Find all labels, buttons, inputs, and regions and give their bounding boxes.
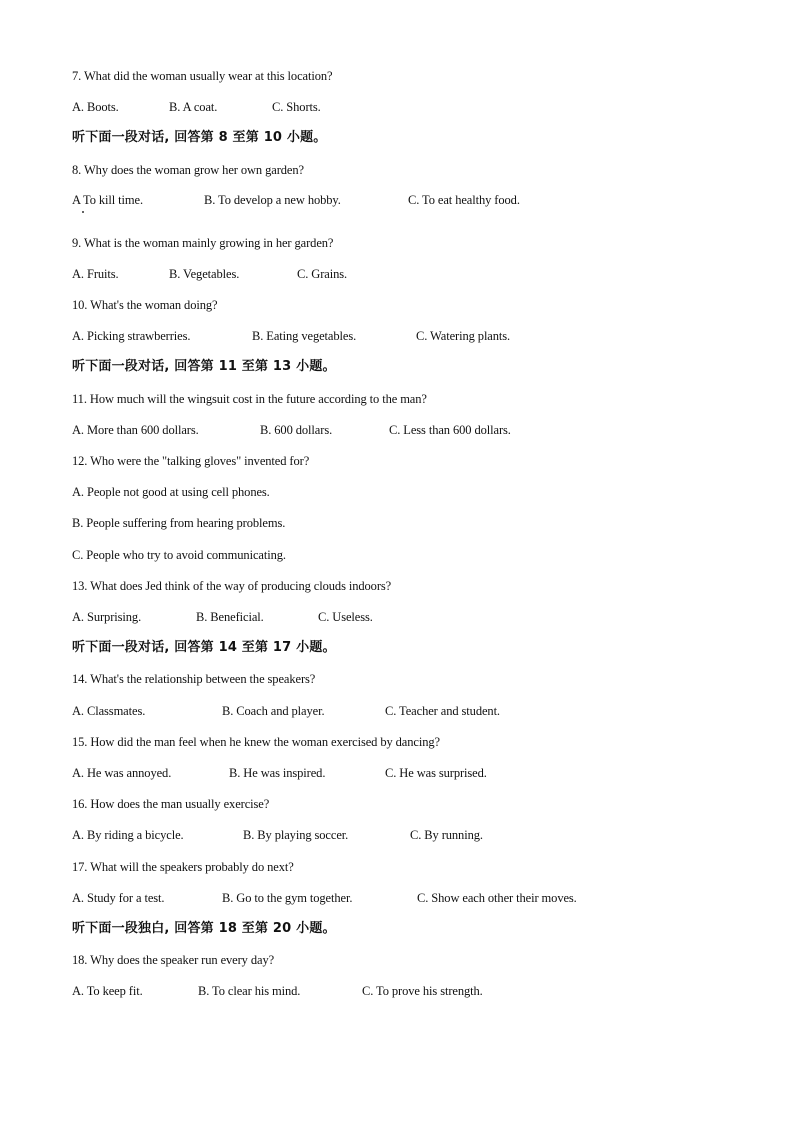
question-15: 15. How did the man feel when he knew the woman exercised by dancing? (72, 735, 440, 749)
question-14: 14. What's the relationship between the speakers? (72, 672, 316, 686)
q16-option-a: A. By riding a bicycle. (72, 828, 184, 842)
question-12: 12. Who were the "talking gloves" invented for? (72, 454, 310, 468)
q18-option-a: A. To keep fit. (72, 984, 143, 998)
q18-option-c: C. To prove his strength. (362, 984, 483, 998)
question-9: 9. What is the woman mainly growing in her garden? (72, 236, 334, 250)
q10-option-a: A. Picking strawberries. (72, 329, 191, 343)
q13-option-c: C. Useless. (318, 610, 373, 624)
q7-option-c: C. Shorts. (272, 100, 321, 114)
q14-option-a: A. Classmates. (72, 704, 146, 718)
q12-option-a: A. People not good at using cell phones. (72, 485, 270, 499)
q16-option-c: C. By running. (410, 828, 483, 842)
q7-option-b: B. A coat. (169, 100, 218, 114)
question-11: 11. How much will the wingsuit cost in the future according to the man? (72, 392, 427, 406)
question-16: 16. How does the man usually exercise? (72, 797, 270, 811)
q9-option-a: A. Fruits. (72, 267, 119, 281)
q11-option-b: B. 600 dollars. (260, 423, 333, 437)
q11-option-c: C. Less than 600 dollars. (389, 423, 511, 437)
q9-option-b: B. Vegetables. (169, 267, 240, 281)
section-heading-18-20: 听下面一段独白, 回答第 18 至第 20 小题。 (72, 921, 336, 936)
question-18: 18. Why does the speaker run every day? (72, 953, 275, 967)
q13-option-a: A. Surprising. (72, 610, 142, 624)
question-10: 10. What's the woman doing? (72, 298, 218, 312)
question-7: 7. What did the woman usually wear at this location? (72, 69, 333, 83)
question-8: 8. Why does the woman grow her own garden? (72, 163, 304, 177)
q18-option-b: B. To clear his mind. (198, 984, 301, 998)
q17-option-b: B. Go to the gym together. (222, 891, 353, 905)
section-heading-8-10: 听下面一段对话, 回答第 8 至第 10 小题。 (72, 130, 327, 145)
q17-option-a: A. Study for a test. (72, 891, 165, 905)
q15-option-a: A. He was annoyed. (72, 766, 172, 780)
q15-option-b: B. He was inspired. (229, 766, 326, 780)
section-heading-14-17: 听下面一段对话, 回答第 14 至第 17 小题。 (72, 640, 336, 655)
q8-option-c: C. To eat healthy food. (408, 193, 520, 207)
q12-option-c: C. People who try to avoid communicating. (72, 548, 286, 562)
q15-option-c: C. He was surprised. (385, 766, 487, 780)
q8-option-b: B. To develop a new hobby. (204, 193, 341, 207)
section-heading-11-13: 听下面一段对话, 回答第 11 至第 13 小题。 (72, 359, 336, 374)
q14-option-b: B. Coach and player. (222, 704, 325, 718)
question-13: 13. What does Jed think of the way of producing clouds indoors? (72, 579, 392, 593)
q13-option-b: B. Beneficial. (196, 610, 264, 624)
q11-option-a: A. More than 600 dollars. (72, 423, 199, 437)
stray-dot (82, 211, 84, 213)
q17-option-c: C. Show each other their moves. (417, 891, 577, 905)
q14-option-c: C. Teacher and student. (385, 704, 500, 718)
q7-option-a: A. Boots. (72, 100, 119, 114)
q10-option-b: B. Eating vegetables. (252, 329, 357, 343)
q8-option-a: A To kill time. (72, 193, 144, 207)
q12-option-b: B. People suffering from hearing problems. (72, 516, 286, 530)
q10-option-c: C. Watering plants. (416, 329, 511, 343)
question-17: 17. What will the speakers probably do next? (72, 860, 294, 874)
q16-option-b: B. By playing soccer. (243, 828, 349, 842)
q9-option-c: C. Grains. (297, 267, 348, 281)
